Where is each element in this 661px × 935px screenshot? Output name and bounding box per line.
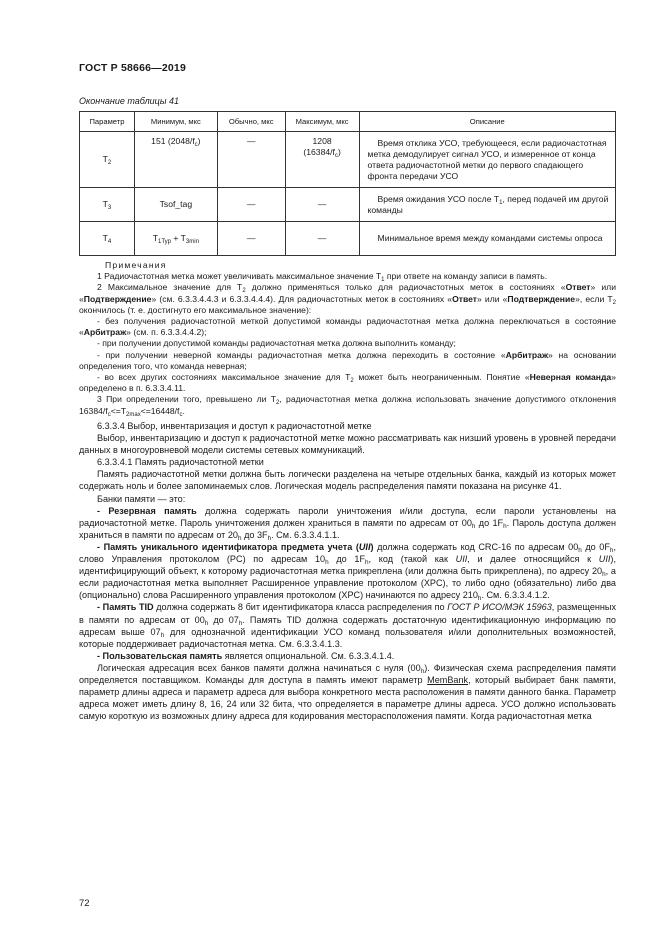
col-header-param: Параметр (80, 112, 135, 132)
cell-param: $T_2$ (80, 132, 135, 188)
cell-desc: Время отклика УСО, требующееся, если радиочастотная метка демодулирует сигнал УСО, и измеренное от конца ответа радиочастотной метки до первого спадающего фронта передачи УСО (359, 132, 615, 188)
col-header-typ: Обычно, мкс (217, 112, 285, 132)
cell-min: 151 $(2048/f_c)$ (134, 132, 217, 188)
cell-typ: — (217, 222, 285, 256)
table-row (80, 132, 616, 188)
paragraph: Выбор, инвентаризацию и доступ к радиочастотной метке можно рассматривать как низший уровень в уровней передачи данных в многоуровневой модели системы сетевых коммуникаций. (79, 433, 616, 456)
section-heading: 6.3.3.4.1 Память радиочастотной метки (97, 457, 264, 468)
paragraph: Банки памяти — это: (97, 493, 186, 504)
memory-bank-user: - Пользовательская память является опциональной. См. 6.3.3.4.1.4. (97, 650, 395, 661)
table-row (80, 222, 616, 256)
col-header-max: Максимум, мкс (285, 112, 359, 132)
note-2-item: - при получении неверной команды радиочастотная метка должна переходить в состояние «Арбитраж» на основании определения того, что команда неверная; (79, 349, 617, 371)
paragraph: Память радиочастотной метки должна быть логически разделена на четыре отдельных банка, каждый из которых может содержать ноль и более запоминаемых слов. Логическая модель распределения памяти показана на рисунке 41. (79, 469, 616, 492)
table-header-row (80, 112, 616, 132)
note-3: 3 При определении того, превышено ли $T_2$, радиочастотная метка должна использовать значение допустимого отклонения $16384/f_c<=T_{2max}<=16448/f_c$. (79, 394, 616, 418)
cell-max: — (285, 188, 359, 222)
cell-param: $T_4$ (80, 222, 135, 256)
cell-max: — (285, 222, 359, 256)
paragraph: Логическая адресация всех банков памяти должна начинаться с нуля $(00_h)$. Физическая схема распределения памяти определяется поставщиком. Команды для доступа в память имеют параметр MemBank, который выбирает банк памяти, параметр длины адреса и параметр адреса для выбора конкретного места расположения в памяти данного банка. Параметр адреса может иметь длину 8, 16, 24 или 32 бита, что определяется в параметре длины адреса. УСО должно использовать самую короткую из возможных длину адреса для кодирования месторасположения памяти. Когда радиочастотная метка (79, 662, 617, 722)
standard-code-header: ГОСТ Р 58666—2019 (79, 62, 187, 74)
page-number: 72 (79, 898, 90, 909)
table-caption: Окончание таблицы 41 (79, 96, 179, 106)
note-1: 1 Радиочастотная метка может увеличивать максимальное значение $T_1$ при ответе на команду записи в память. (97, 271, 548, 284)
cell-desc: Минимальное время между командами системы опроса (359, 222, 615, 256)
cell-min: Tsof_tag (134, 188, 217, 222)
memory-bank-reserved: - Резервная память должна содержать пароли уничтожения и/или доступа, если пароли установлены на радиочастотной метке. Пароль уничтожения должен храниться в памяти по адресам от $00_h$ до $1F_h$. Пароль доступа должен храниться в памяти по адресам от $20_h$ до $3F_h$. См. 6.3.3.4.1.1. (79, 505, 616, 542)
memory-bank-tid: - Память TID должна содержать 8 бит идентификатора класса распределения по ГОСТ Р ИСО/МЭК 15963, размещенных в памяти по адресам от $00_h$ до $07_h$. Память TID должна содержать достаточную идентификационную информацию по адресам выше $07_h$ для однозначной идентификации УСО команд пользователя и/или дополнительных возможностей, которые поддерживает радиочастотная метка. См. 6.3.3.4.1.3. (79, 602, 617, 649)
section-heading: 6.3.3.4 Выбор, инвентаризация и доступ к радиочастотной метке (97, 421, 372, 431)
note-2: 2 Максимальное значение для $T_2$ должно применяться только для радиочастотных меток в состояниях «Ответ» или «Подтверждение» (см. 6.3.3.4.4.3 и 6.3.3.4.4.4). Для радиочастотных меток в состояниях «Ответ» или «Подтверждение», если $T_2$ окончилось (т. е. достигнуто его максимальное значение): (79, 282, 616, 315)
note-2-item: - без получения радиочастотной меткой допустимой команды радиочастотная метка должна переключаться в состояние «Арбитраж» (см. п. 6.3.3.4.4.2); (79, 316, 616, 338)
cell-desc: Время ожидания УСО после $T_1$, перед подачей им другой команды (359, 188, 615, 222)
cell-max: 1208 $(16384/f_c)$ (285, 132, 359, 188)
cell-min: $T_{1Typ} + T_{3min}$ (134, 222, 217, 256)
cell-typ: — (217, 188, 285, 222)
note-2-item: - во всех других состояниях максимальное значение для $T_2$ может быть неограниченным. Понятие «Неверная команда» определено в п. 6.3.3.4.11. (79, 372, 616, 394)
document-body (79, 420, 616, 722)
note-2-item: - при получении допустимой команды радиочастотная метка должна выполнить команду; (97, 338, 456, 349)
table-row (80, 188, 616, 222)
table-notes (79, 260, 616, 417)
col-header-min: Минимум, мкс (134, 112, 217, 132)
notes-heading: Примечания (105, 260, 167, 270)
cell-typ: — (217, 132, 285, 188)
cell-param: $T_3$ (80, 188, 135, 222)
col-header-desc: Описание (359, 112, 615, 132)
memory-bank-uii: - Память уникального идентификатора предмета учета (UII) должна содержать код CRC-16 по адресам $00_h$ до $0F_h$, слово Управления протоколом (PC) по адресам $10_h$ до $1F_h$, код (такой как UII, и далее относящийся к UII), идентифицирующий объект, к которому радиочастотная метка прикреплена (или должна быть прикреплена), по адресу $20_h$, а если радиочастотная метка выполняет Расширенное управление протоколом (XPC), то либо одно (обязательно) либо два (опционально) слова Расширенного управления протоколом (XPC) начинаются по адресу $210_h$. См. 6.3.3.4.1.2. (79, 541, 616, 603)
parameters-table (79, 111, 616, 256)
